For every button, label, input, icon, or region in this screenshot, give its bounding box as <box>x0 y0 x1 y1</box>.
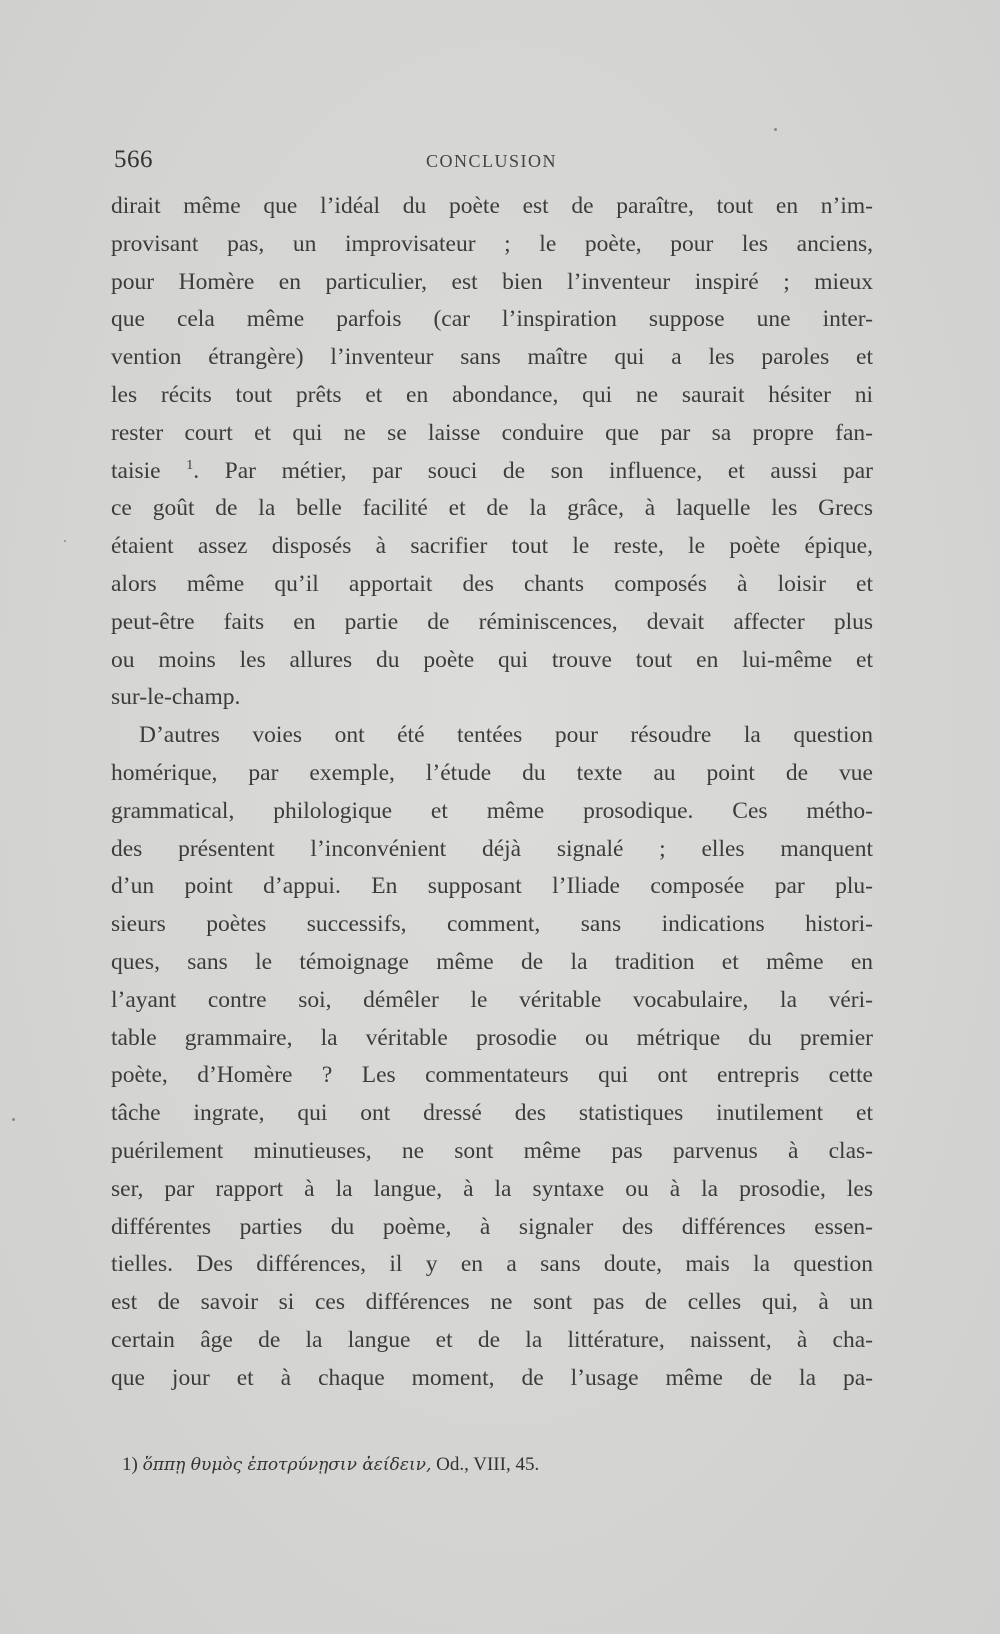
text-line: sieurs poètes successifs, comment, sans indications histori- <box>111 911 873 938</box>
running-head <box>114 146 872 176</box>
footnote-greek-quote: ὅππῃ θυμὸς ἐποτρύνῃσιν ἀείδειν, <box>142 1455 432 1475</box>
text-line: tâche ingrate, qui ont dressé des statistiques inutilement et <box>111 1100 873 1127</box>
text-fragment: taisie <box>111 457 161 484</box>
text-line: tielles. Des différences, il y en a sans doute, mais la question <box>111 1251 873 1278</box>
text-line: poète, d’Homère ? Les commentateurs qui ont entrepris cette <box>111 1062 873 1089</box>
text-line: d’un point d’appui. En supposant l’Iliade composée par plu- <box>111 873 873 900</box>
text-line: ou moins les allures du poète qui trouve tout en lui-même et <box>111 646 873 673</box>
text-line: peut-être faits en partie de réminiscences, devait affecter plus <box>111 608 873 635</box>
text-line: différentes parties du poème, à signaler des différences essen- <box>111 1213 873 1240</box>
footnote <box>122 1454 822 1476</box>
footnote-reference: 1 <box>186 457 194 473</box>
text-line: puérilement minutieuses, ne sont même pas parvenus à clas- <box>111 1137 873 1164</box>
text-line: rester court et qui ne se laisse conduire que par sa propre fan- <box>111 419 873 446</box>
body-text <box>111 188 873 1398</box>
text-line: alors même qu’il apportait des chants composés à loisir et <box>111 570 873 597</box>
text-line: des présentent l’inconvénient déjà signalé ; elles manquent <box>111 835 873 862</box>
text-line: table grammaire, la véritable prosodie ou métrique du premier <box>111 1024 873 1051</box>
footnote-marker: 1) <box>122 1454 138 1475</box>
text-line: homérique, par exemple, l’étude du texte au point de vue <box>111 759 873 786</box>
text-line: grammatical, philologique et même prosodique. Ces métho- <box>111 797 873 824</box>
text-line: sur-le-champ. <box>111 684 241 711</box>
page-number: 566 <box>114 146 153 173</box>
paper-speck <box>774 128 777 131</box>
text-fragment: . Par métier, par souci de son influence, et aussi par <box>193 457 873 484</box>
text-line: ser, par rapport à la langue, à la syntaxe ou à la prosodie, les <box>111 1175 873 1202</box>
text-line-with-note <box>111 453 873 491</box>
text-line: étaient assez disposés à sacrifier tout le reste, le poète épique, <box>111 533 873 560</box>
text-line: pour Homère en particulier, est bien l’inventeur inspiré ; mieux <box>111 268 873 295</box>
text-line: que cela même parfois (car l’inspiration suppose une inter- <box>111 306 873 333</box>
text-line: certain âge de la langue et de la littérature, naissent, à cha- <box>111 1326 873 1353</box>
text-line: D’autres voies ont été tentées pour résoudre la question <box>139 722 873 749</box>
text-line: l’ayant contre soi, démêler le véritable vocabulaire, la véri- <box>111 986 873 1013</box>
text-line: ques, sans le témoignage même de la tradition et même en <box>111 948 873 975</box>
text-line: est de savoir si ces différences ne sont pas de celles qui, à un <box>111 1289 873 1316</box>
paper-speck <box>12 1118 15 1121</box>
footnote-reference-text: Od., VIII, 45. <box>436 1454 540 1475</box>
text-line: vention étrangère) l’inventeur sans maître qui a les paroles et <box>111 344 873 371</box>
text-line: provisant pas, un improvisateur ; le poète, pour les anciens, <box>111 230 873 257</box>
text-line: ce goût de la belle facilité et de la grâce, à laquelle les Grecs <box>111 495 873 522</box>
running-title: CONCLUSION <box>426 151 558 171</box>
text-line: les récits tout prêts et en abondance, qui ne saurait hésiter ni <box>111 381 873 408</box>
paper-speck <box>64 540 66 542</box>
text-line: dirait même que l’idéal du poète est de paraître, tout en n’im- <box>111 193 873 219</box>
text-line: que jour et à chaque moment, de l’usage même de la pa- <box>111 1364 873 1391</box>
